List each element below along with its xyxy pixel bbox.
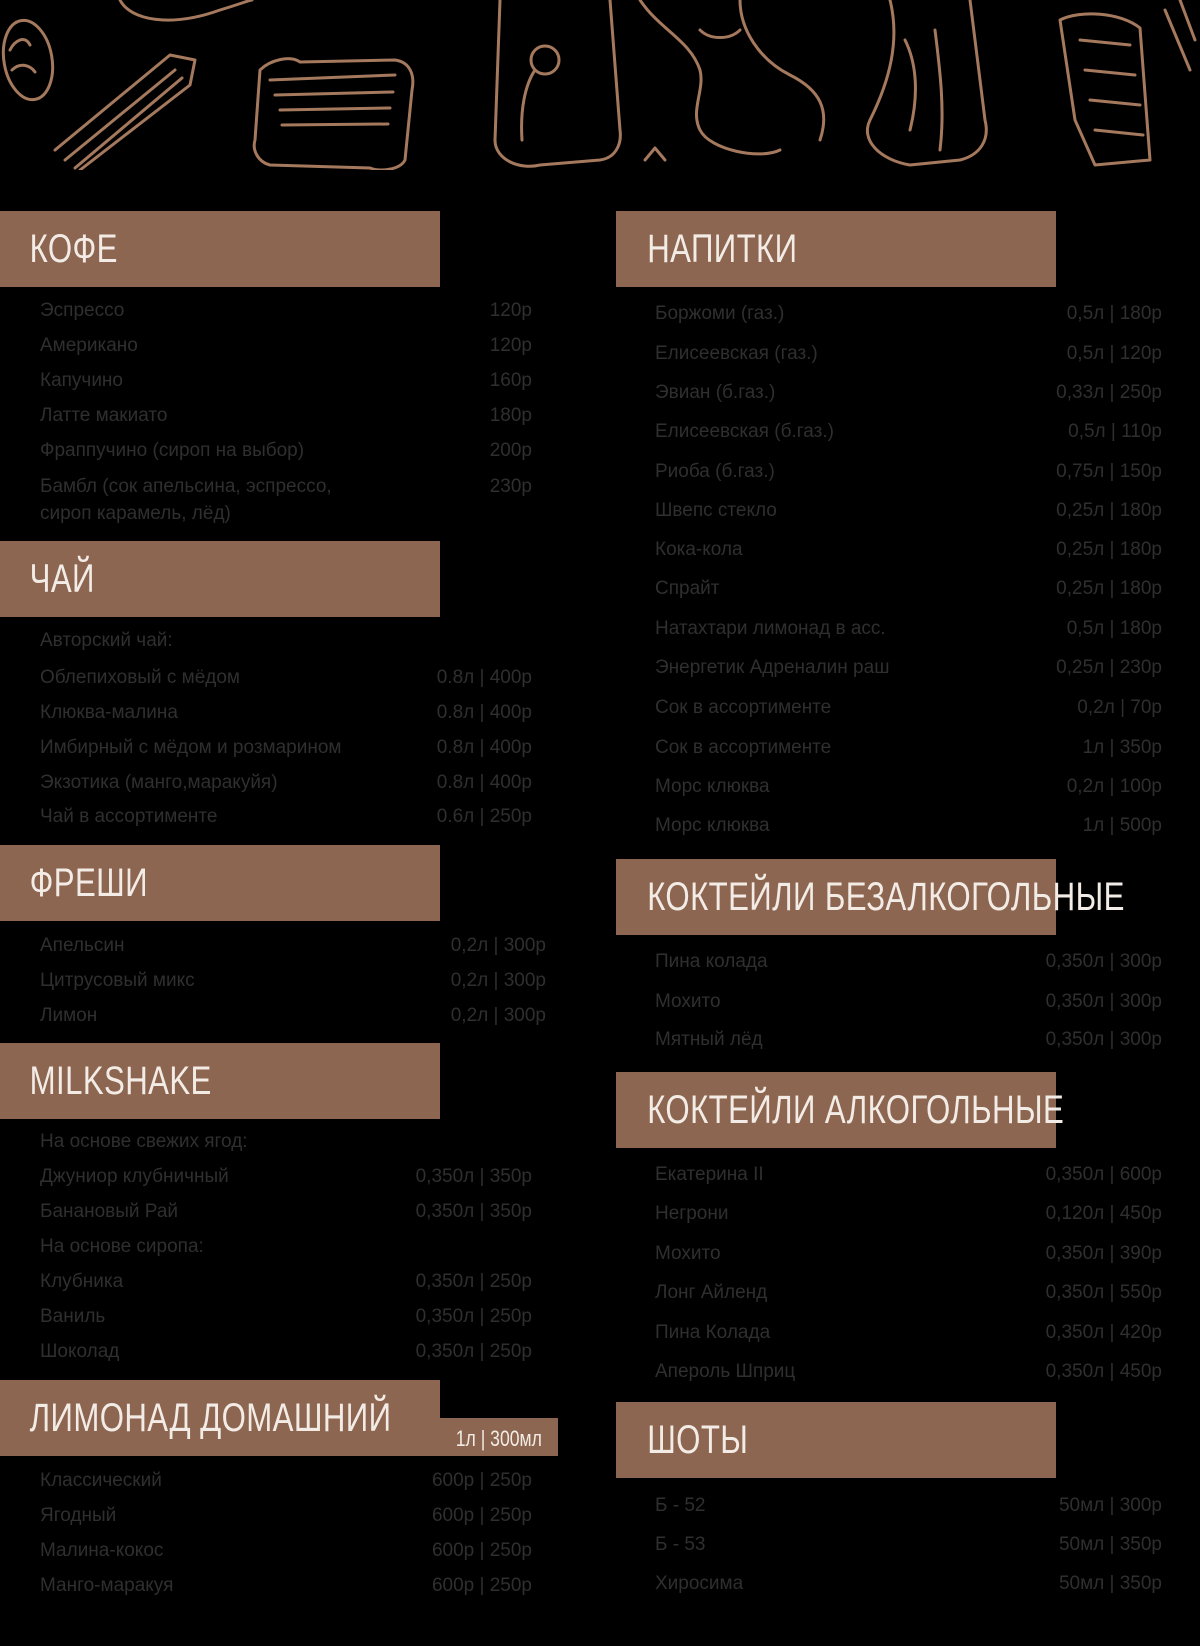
alc-header	[616, 1072, 1065, 1148]
item-name: Клубника	[40, 1271, 124, 1292]
item-price: 0,75л | 150р	[1056, 461, 1162, 482]
item-price: 0,350л | 250р	[415, 1341, 532, 1362]
item-price: 0,5л | 120р	[1066, 343, 1162, 364]
item-price: 0,5л | 180р	[1066, 618, 1162, 639]
item-price: 0,350л | 390р	[1045, 1243, 1162, 1264]
item-price: 600р | 250р	[431, 1575, 532, 1596]
item-price: 0.8л | 400р	[436, 772, 532, 793]
item-price: 0,25л | 180р	[1056, 539, 1162, 560]
item-name: Классический	[40, 1470, 162, 1491]
item-name: Швепс стекло	[655, 500, 777, 521]
item-price: 0,2л | 300р	[450, 935, 546, 956]
item-price: 0,350л | 350р	[415, 1166, 532, 1187]
item-name: Сок в ассортименте	[655, 697, 832, 718]
drinks-header	[616, 211, 1056, 287]
item-price: 160р	[489, 370, 532, 391]
item-name: Кока-кола	[655, 539, 743, 560]
alc-title: КОКТЕЙЛИ АЛКОГОЛЬНЫЕ	[647, 1087, 1065, 1132]
item-name: Энергетик Адреналин раш	[655, 657, 890, 678]
item-price: 0,2л | 300р	[450, 970, 546, 991]
item-name: Эвиан (б.газ.)	[655, 382, 776, 403]
item-name: Елисеевская (газ.)	[655, 343, 818, 364]
item-name: Эспрессо	[40, 300, 125, 321]
item-name: Клюква-малина	[40, 702, 178, 723]
milkshake-note-berries: На основе свежих ягод:	[40, 1131, 248, 1152]
item-price: 120р	[489, 300, 532, 321]
item-name: Екатерина II	[655, 1164, 764, 1185]
item-price: 50мл | 350р	[1058, 1573, 1162, 1594]
item-name: Чай в ассортименте	[40, 806, 218, 827]
item-price: 120р	[489, 335, 532, 356]
item-price: 1л | 350р	[1082, 737, 1162, 758]
item-name: Мохито	[655, 991, 721, 1012]
food-sketch-illustration	[0, 0, 1200, 170]
drinks-title: НАПИТКИ	[647, 226, 798, 271]
item-price: 0,350л | 450р	[1045, 1361, 1162, 1382]
item-name: Мятный лёд	[655, 1029, 763, 1050]
item-price: 0,2л | 300р	[450, 1005, 546, 1026]
lemonade-volume-label: 1л | 300мл	[455, 1426, 543, 1451]
item-price: 0.8л | 400р	[436, 702, 532, 723]
item-name: Капучино	[40, 370, 123, 391]
item-name: Банановый Рай	[40, 1201, 179, 1222]
item-price: 0.8л | 400р	[436, 737, 532, 758]
item-price: 0,350л | 250р	[415, 1271, 532, 1292]
item-price: 0,2л | 100р	[1066, 776, 1162, 797]
item-name: Морс клюква	[655, 776, 770, 797]
item-name: сироп карамель, лёд)	[40, 503, 231, 524]
coffee-header	[0, 211, 440, 287]
item-price: 600р | 250р	[431, 1505, 532, 1526]
tea-title: ЧАЙ	[29, 556, 95, 601]
item-name: Лимон	[40, 1005, 98, 1026]
item-name: Б - 53	[655, 1534, 706, 1555]
item-name: Апельсин	[40, 935, 125, 956]
item-price: 0,5л | 180р	[1066, 303, 1162, 324]
item-name: Натахтари лимонад в асс.	[655, 618, 886, 639]
item-name: Лонг Айленд	[655, 1282, 768, 1303]
fresh-title: ФРЕШИ	[29, 860, 148, 905]
item-price: 0,5л | 110р	[1068, 421, 1162, 442]
item-name: Экзотика (манго,маракуйя)	[40, 772, 278, 793]
item-name: Морс клюква	[655, 815, 770, 836]
item-name: Манго-маракуя	[40, 1575, 174, 1596]
item-price: 0,350л | 300р	[1045, 991, 1162, 1012]
item-price: 0,350л | 300р	[1045, 951, 1162, 972]
item-price: 180р	[489, 405, 532, 426]
item-price: 0,2л | 70р	[1077, 697, 1162, 718]
item-name: Цитрусовый микс	[40, 970, 195, 991]
item-name: Латте макиато	[40, 405, 168, 426]
item-name: Пина колада	[655, 951, 768, 972]
shots-header	[616, 1402, 1056, 1478]
milkshake-header	[0, 1043, 440, 1119]
item-price: 0,350л | 300р	[1045, 1029, 1162, 1050]
milkshake-note-syrup: На основе сиропа:	[40, 1236, 204, 1257]
item-price: 0,350л | 350р	[415, 1201, 532, 1222]
item-name: Риоба (б.газ.)	[655, 461, 775, 482]
item-name: Ягодный	[40, 1505, 117, 1526]
item-name: Ваниль	[40, 1306, 106, 1327]
lemonade-title: ЛИМОНАД ДОМАШНИЙ	[29, 1395, 392, 1440]
item-name: Фраппучино (сироп на выбор)	[40, 440, 305, 461]
lemonade-header	[0, 1380, 440, 1456]
item-price: 50мл | 300р	[1058, 1495, 1162, 1516]
item-price: 0,350л | 250р	[415, 1306, 532, 1327]
lemonade-volume-tag	[440, 1418, 558, 1456]
item-price: 0,33л | 250р	[1056, 382, 1162, 403]
item-name: Елисеевская (б.газ.)	[655, 421, 834, 442]
item-price: 600р | 250р	[431, 1470, 532, 1491]
item-name: Джуниор клубничный	[40, 1166, 229, 1187]
item-price: 1л | 500р	[1082, 815, 1162, 836]
shots-title: ШОТЫ	[647, 1417, 749, 1462]
item-name: Негрони	[655, 1203, 729, 1224]
coffee-title: КОФЕ	[29, 226, 118, 271]
item-name: Боржоми (газ.)	[655, 303, 785, 324]
item-price: 230р	[489, 476, 532, 497]
item-name: Б - 52	[655, 1495, 706, 1516]
item-price: 600р | 250р	[431, 1540, 532, 1561]
tea-note: Авторский чай:	[40, 630, 173, 651]
nonalc-header	[616, 859, 1125, 935]
item-name: Мохито	[655, 1243, 721, 1264]
item-price: 0,350л | 550р	[1045, 1282, 1162, 1303]
item-name: Малина-кокос	[40, 1540, 164, 1561]
item-name: Пина Колада	[655, 1322, 771, 1343]
item-name: Имбирный с мёдом и розмарином	[40, 737, 342, 758]
fresh-header	[0, 845, 440, 921]
item-price: 0.8л | 400р	[436, 667, 532, 688]
item-price: 0,25л | 180р	[1056, 500, 1162, 521]
item-name: Сок в ассортименте	[655, 737, 832, 758]
item-price: 0,350л | 420р	[1045, 1322, 1162, 1343]
item-price: 0,350л | 600р	[1045, 1164, 1162, 1185]
milkshake-title: MILKSHAKE	[29, 1058, 212, 1103]
item-name: Бамбл (сок апельсина, эспрессо,	[40, 476, 332, 497]
item-price: 50мл | 350р	[1058, 1534, 1162, 1555]
tea-header	[0, 541, 440, 617]
item-name: Спрайт	[655, 578, 720, 599]
item-name: Хиросима	[655, 1573, 744, 1594]
item-name: Шоколад	[40, 1341, 120, 1362]
item-price: 0.6л | 250р	[436, 806, 532, 827]
item-price: 0,25л | 180р	[1056, 578, 1162, 599]
nonalc-title: КОКТЕЙЛИ БЕЗАЛКОГОЛЬНЫЕ	[647, 874, 1125, 919]
item-name: Облепиховый с мёдом	[40, 667, 240, 688]
item-name: Американо	[40, 335, 138, 356]
item-price: 0,120л | 450р	[1045, 1203, 1162, 1224]
item-name: Апероль Шприц	[655, 1361, 796, 1382]
item-price: 200р	[489, 440, 532, 461]
item-price: 0,25л | 230р	[1056, 657, 1162, 678]
